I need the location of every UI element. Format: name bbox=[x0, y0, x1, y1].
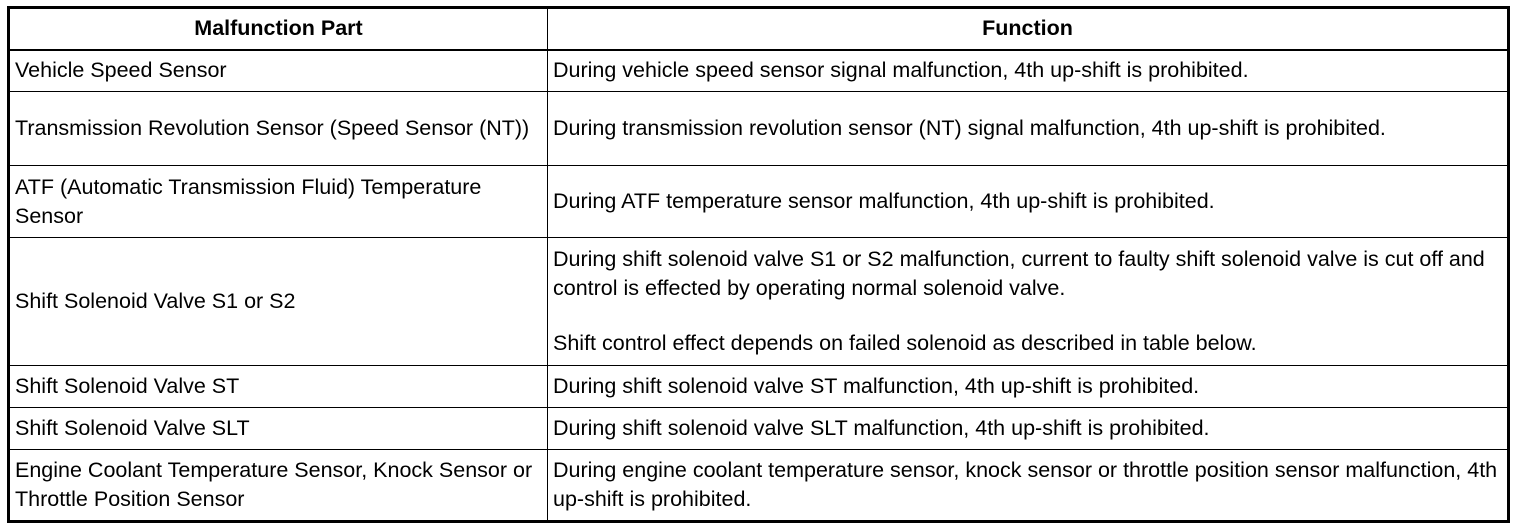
header-function: Function bbox=[548, 8, 1509, 50]
function-cell bbox=[548, 92, 1509, 166]
table-row bbox=[9, 366, 1509, 408]
function-text: Shift control effect depends on failed solenoid as described in table below. bbox=[553, 331, 1257, 355]
table-row bbox=[9, 166, 1509, 238]
malfunction-function-table bbox=[7, 6, 1510, 523]
malfunction-table-container bbox=[7, 6, 1507, 520]
table-row bbox=[9, 450, 1509, 522]
function-text: During shift solenoid valve ST malfunction, 4th up-shift is prohibited. bbox=[553, 374, 1200, 398]
function-cell bbox=[548, 408, 1509, 450]
malfunction-part-cell: Transmission Revolution Sensor (Speed Sensor (NT)) bbox=[9, 92, 548, 166]
function-cell bbox=[548, 238, 1509, 366]
function-text: During shift solenoid valve S1 or S2 malfunction, current to faulty shift solenoid valve is cut off and control is effected by operating normal solenoid valve. bbox=[553, 247, 1485, 300]
function-text: During engine coolant temperature sensor, knock sensor or throttle position sensor malfunction, 4th up-shift is prohibited. bbox=[553, 458, 1498, 511]
paragraph-gap bbox=[553, 303, 1502, 329]
malfunction-part-cell: Shift Solenoid Valve SLT bbox=[9, 408, 548, 450]
malfunction-part-cell: Engine Coolant Temperature Sensor, Knock Sensor or Throttle Position Sensor bbox=[9, 450, 548, 522]
table-row bbox=[9, 92, 1509, 166]
function-cell bbox=[548, 366, 1509, 408]
table-row bbox=[9, 408, 1509, 450]
header-malfunction-part: Malfunction Part bbox=[9, 8, 548, 50]
function-text: During ATF temperature sensor malfunction, 4th up-shift is prohibited. bbox=[553, 189, 1215, 213]
function-text: During vehicle speed sensor signal malfunction, 4th up-shift is prohibited. bbox=[553, 58, 1249, 83]
malfunction-part-cell: Vehicle Speed Sensor bbox=[9, 50, 548, 92]
function-text: During shift solenoid valve SLT malfunction, 4th up-shift is prohibited. bbox=[553, 416, 1210, 440]
malfunction-part-cell: Shift Solenoid Valve S1 or S2 bbox=[9, 238, 548, 366]
function-cell bbox=[548, 450, 1509, 522]
malfunction-part-cell: Shift Solenoid Valve ST bbox=[9, 366, 548, 408]
table-header-row bbox=[9, 8, 1509, 50]
function-text: During transmission revolution sensor (NT) signal malfunction, 4th up-shift is prohibited. bbox=[553, 116, 1386, 140]
function-cell bbox=[548, 50, 1509, 92]
table-row bbox=[9, 50, 1509, 92]
function-cell bbox=[548, 166, 1509, 238]
table-row bbox=[9, 238, 1509, 366]
malfunction-part-cell: ATF (Automatic Transmission Fluid) Temperature Sensor bbox=[9, 166, 548, 238]
